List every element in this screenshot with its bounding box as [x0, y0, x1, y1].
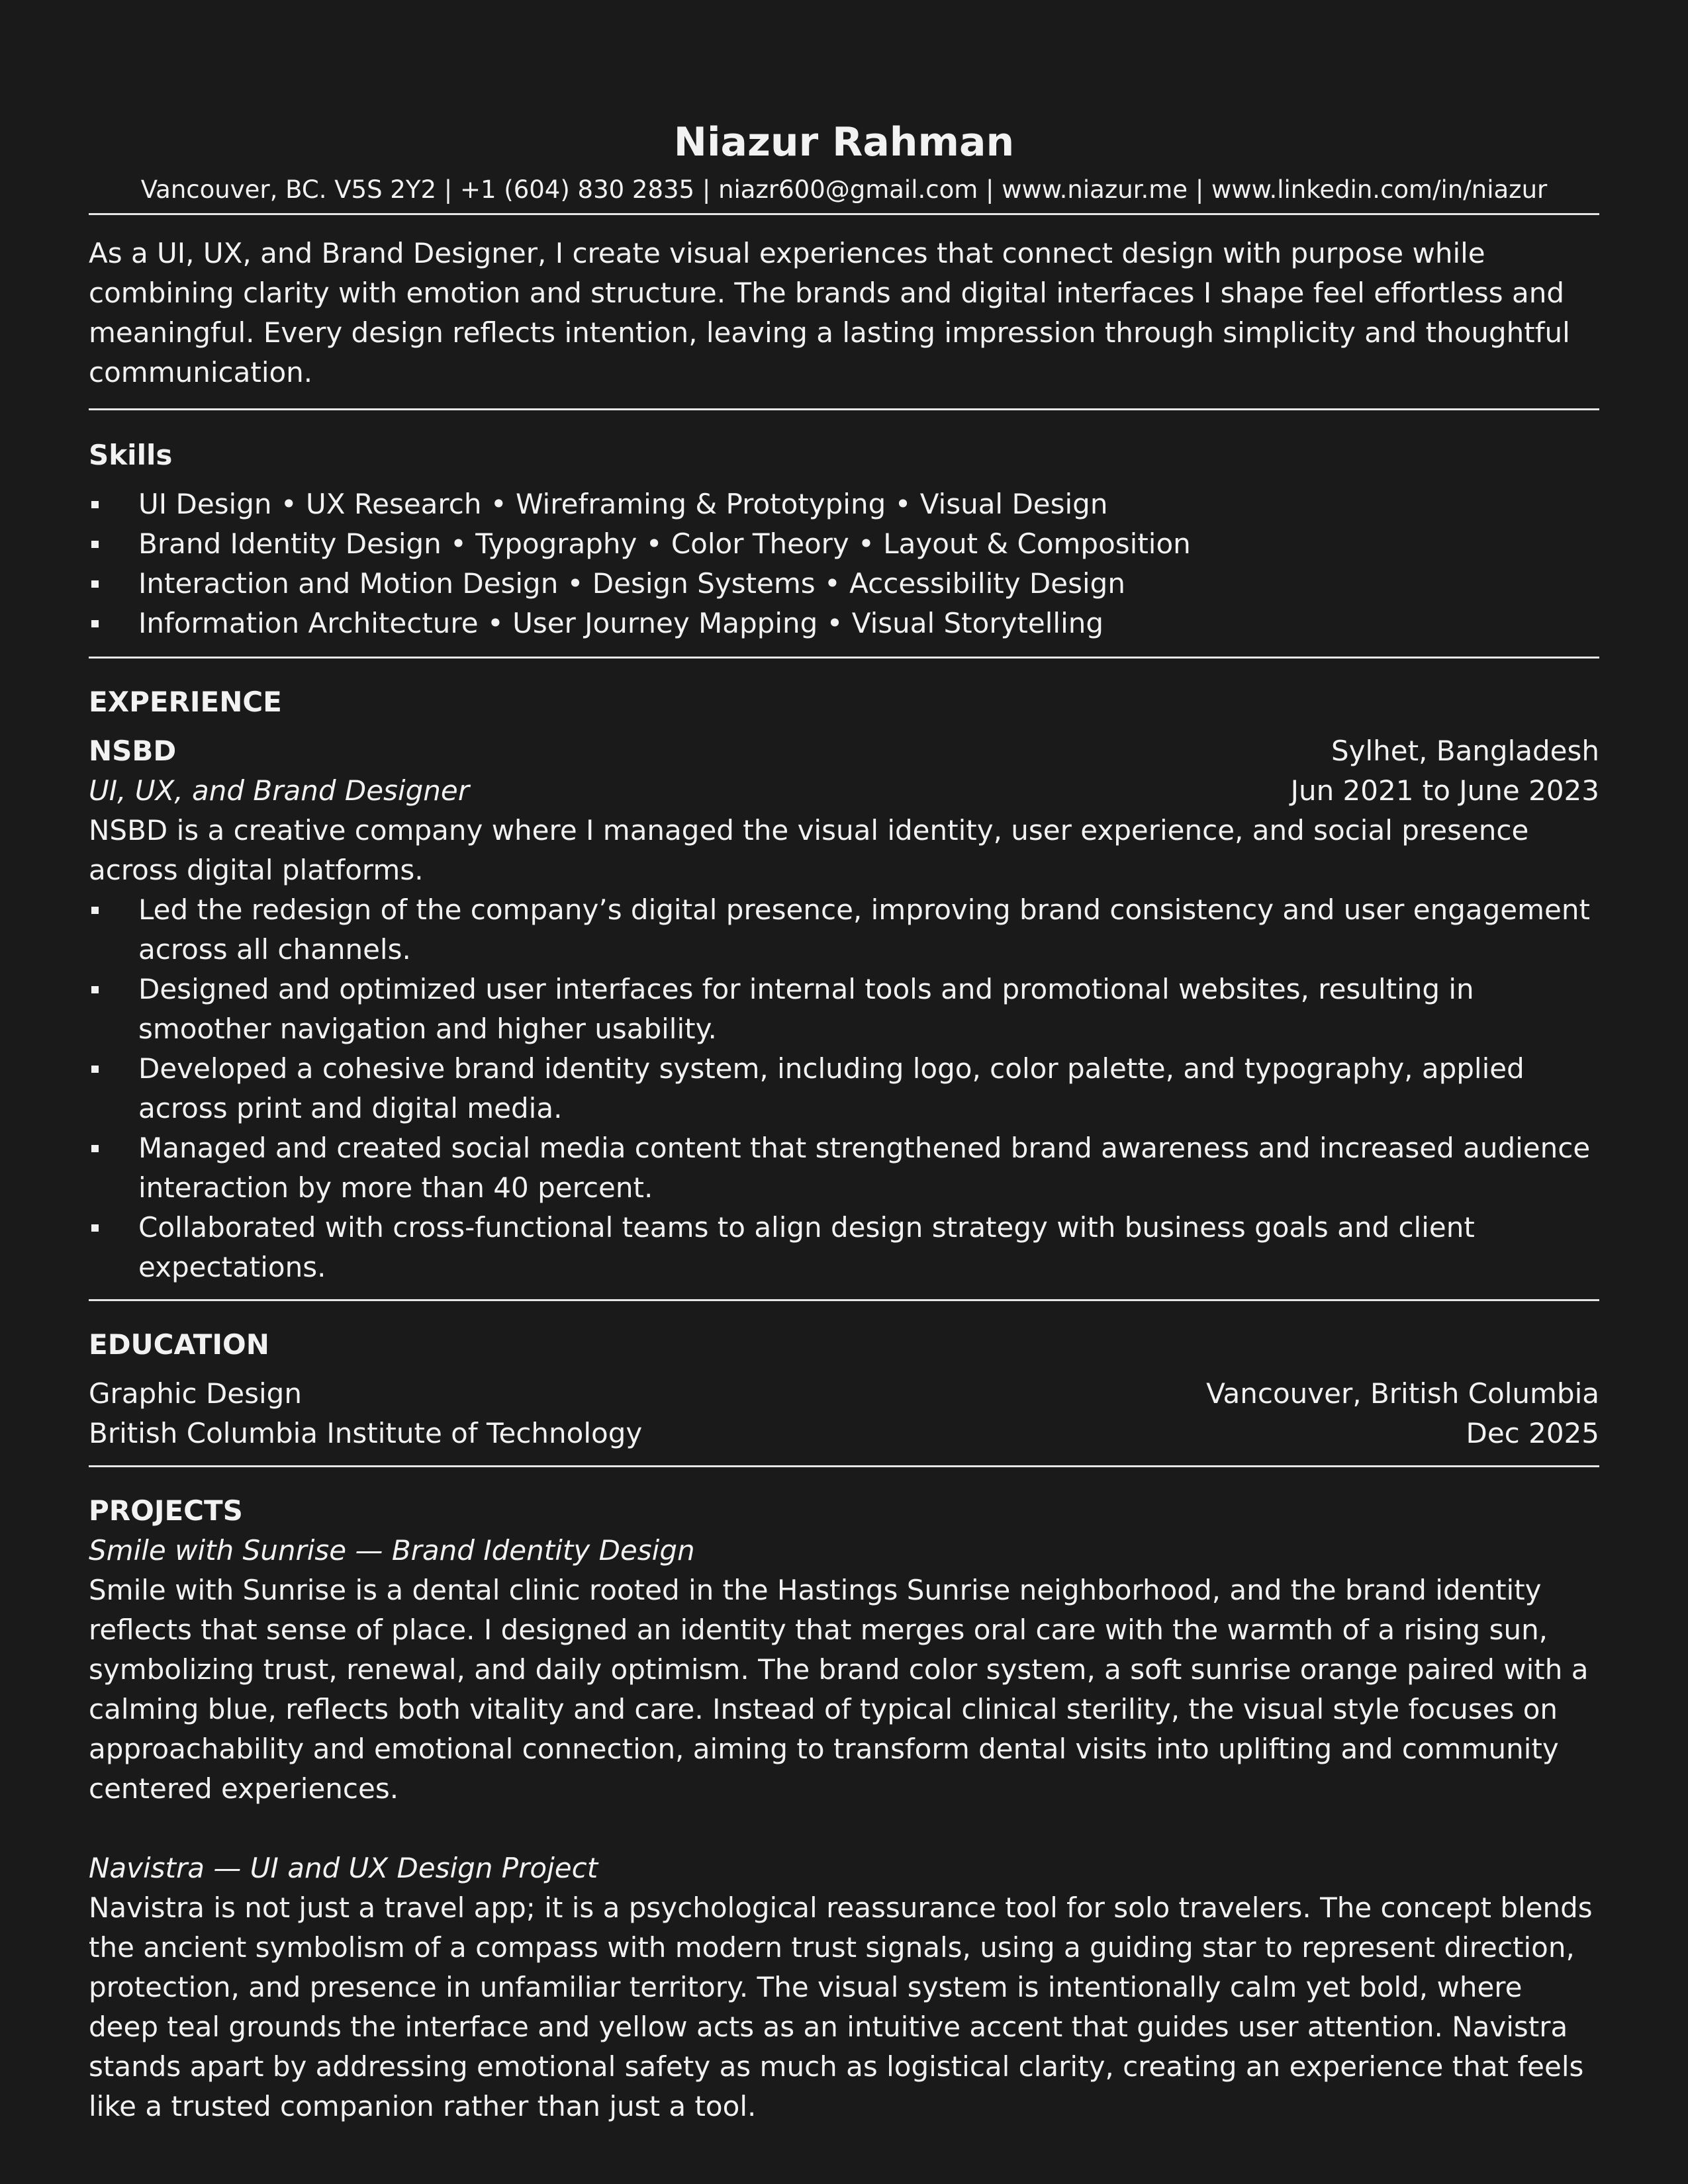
skill-item: Information Architecture • User Journey Mapping • Visual Storytelling — [89, 604, 1599, 643]
experience-bullet: Collaborated with cross-functional teams to align design strategy with business goals and client expectations. — [89, 1208, 1599, 1287]
project-description: Smile with Sunrise is a dental clinic rooted in the Hastings Sunrise neighborhood, and the brand identity reflects that sense of place. I designed an identity that merges oral care with the warmth of a rising sun, symbolizing trust, renewal, and daily optimism. The brand color system, a soft sunrise orange paired with a calming blue, reflects both vitality and care. Instead of typical clinical sterility, the visual style focuses on approachability and emotional connection, aiming to transform dental visits into uplifting and community centered experiences. — [89, 1574, 1589, 1805]
skill-item: Interaction and Motion Design • Design Systems • Accessibility Design — [89, 564, 1599, 604]
education-location: Vancouver, British Columbia — [1206, 1377, 1599, 1410]
experience-bullet: Developed a cohesive brand identity system, including logo, color palette, and typography, applied across print and digital media. — [89, 1049, 1599, 1128]
education-school-row — [89, 1414, 1599, 1453]
education-program: Graphic Design — [89, 1377, 302, 1410]
education-program-row — [89, 1374, 1599, 1414]
experience-bullet: Designed and optimized user interfaces for internal tools and promotional websites, resulting in smoother navigation and higher usability. — [89, 970, 1599, 1049]
skill-item: UI Design • UX Research • Wireframing & Prototyping • Visual Design — [89, 484, 1599, 524]
resume-page — [89, 113, 1599, 2126]
skills-heading: Skills — [89, 439, 173, 471]
company-location: Sylhet, Bangladesh — [1331, 735, 1599, 767]
project-entry — [89, 1531, 1599, 1809]
skill-item: Brand Identity Design • Typography • Color Theory • Layout & Composition — [89, 524, 1599, 564]
experience-role-row — [89, 771, 1599, 811]
divider — [89, 213, 1599, 215]
experience-heading: EXPERIENCE — [89, 686, 282, 718]
divider — [89, 408, 1599, 410]
project-description: Navistra is not just a travel app; it is a psychological reassurance tool for solo travelers. The concept blends the ancient symbolism of a compass with modern trust signals, using a guiding star to represent direction, protection, and presence in unfamiliar territory. The visual system is intentionally calm yet bold, where deep teal grounds the interface and yellow acts as an intuitive accent that guides user attention. Navistra stands apart by addressing emotional safety as much as logistical clarity, creating an experience that feels like a trusted companion rather than just a tool. — [89, 1891, 1593, 2122]
company-description: NSBD is a creative company where I managed the visual identity, user experience, and social presence across digital platforms. — [89, 814, 1529, 886]
skills-list — [89, 484, 1599, 643]
resume-name: Niazur Rahman — [673, 119, 1015, 165]
experience-bullets — [89, 890, 1599, 1287]
education-heading: EDUCATION — [89, 1328, 269, 1361]
education-school: British Columbia Institute of Technology — [89, 1417, 643, 1449]
project-title: Smile with Sunrise — Brand Identity Design — [89, 1534, 695, 1567]
project-title: Navistra — UI and UX Design Project — [89, 1852, 598, 1884]
job-title: UI, UX, and Brand Designer — [89, 774, 469, 807]
company-name: NSBD — [89, 735, 177, 767]
experience-bullet: Led the redesign of the company’s digital presence, improving brand consistency and user engagement across all channels. — [89, 890, 1599, 970]
divider — [89, 657, 1599, 659]
projects-heading: PROJECTS — [89, 1494, 243, 1527]
divider — [89, 1299, 1599, 1301]
job-dates: Jun 2021 to June 2023 — [1290, 774, 1599, 807]
education-entry — [89, 1374, 1599, 1453]
summary-paragraph: As a UI, UX, and Brand Designer, I create visual experiences that connect design with purpose while combining clarity with emotion and structure. The brands and digital interfaces I shape feel effortless and meaningful. Every design reflects intention, leaving a lasting impression through simplicity and thoughtful communication. — [89, 237, 1570, 388]
experience-bullet: Managed and created social media content that strengthened brand awareness and increased audience interaction by more than 40 percent. — [89, 1128, 1599, 1208]
contact-line: Vancouver, BC. V5S 2Y2 | +1 (604) 830 2835 | niazr600@gmail.com | www.niazur.me | www.linkedin.com/in/niazur — [140, 175, 1548, 204]
education-date: Dec 2025 — [1466, 1417, 1599, 1449]
project-entry — [89, 1848, 1599, 2126]
experience-company-row — [89, 731, 1599, 771]
divider — [89, 1465, 1599, 1467]
